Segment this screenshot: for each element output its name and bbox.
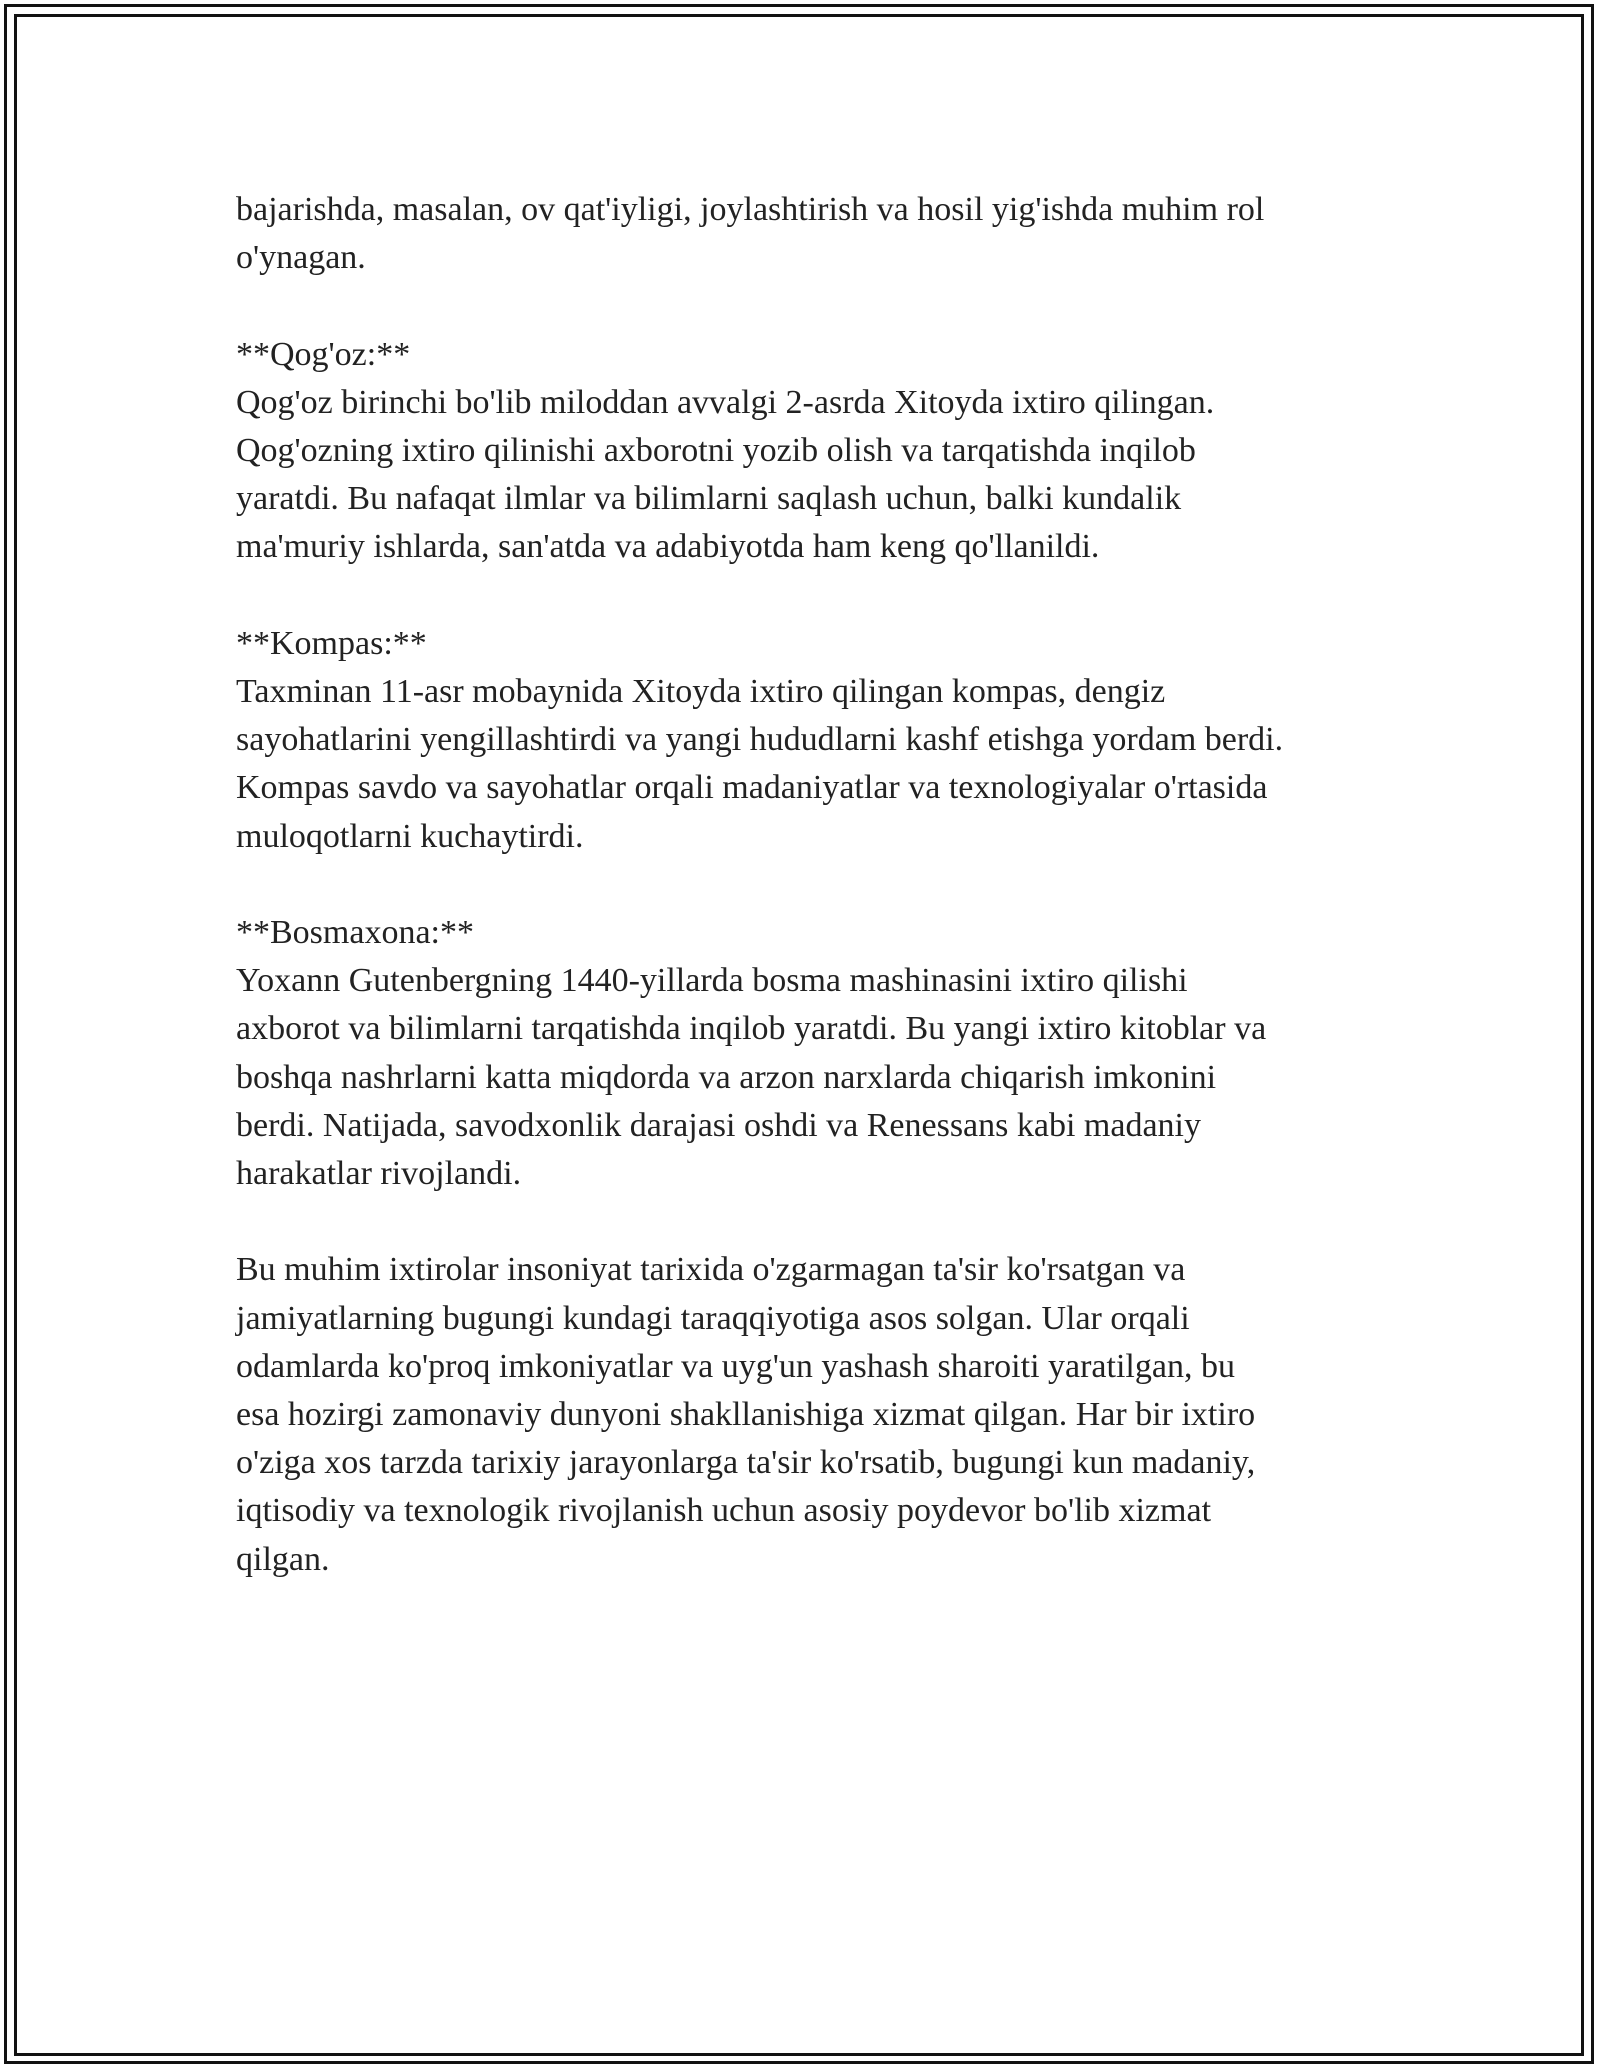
- text-line: berdi. Natijada, savodxonlik darajasi oshdi va Renessans kabi madaniy: [236, 1106, 1201, 1144]
- text-line: harakatlar rivojlandi.: [236, 1155, 522, 1193]
- paragraph-intro: [236, 186, 1376, 282]
- text-line: axborot va bilimlarni tarqatishda inqilob yaratdi. Bu yangi ixtiro kitoblar va: [236, 1010, 1267, 1048]
- text-line: bajarishda, masalan, ov qat'iyligi, joylashtirish va hosil yig'ishda muhim rol: [236, 191, 1265, 228]
- text-line: yaratdi. Bu nafaqat ilmlar va bilimlarni saqlash uchun, balki kundalik: [236, 480, 1182, 518]
- section-printing-press: [236, 909, 1376, 1198]
- paragraph-conclusion: [236, 1246, 1376, 1583]
- section-paper: [236, 331, 1376, 572]
- text-line: jamiyatlarning bugungi kundagi taraqqiyotiga asos solgan. Ular orqali: [236, 1299, 1190, 1337]
- text-line: sayohatlarini yengillashtirdi va yangi hududlarni kashf etishga yordam berdi.: [236, 721, 1284, 759]
- text-line: muloqotlarni kuchaytirdi.: [236, 817, 584, 855]
- paragraph-spacer: [236, 282, 1376, 330]
- text-line: ma'muriy ishlarda, san'atda va adabiyotda ham keng qo'llanildi.: [236, 528, 1100, 566]
- document-body: [236, 186, 1376, 1584]
- text-line: esa hozirgi zamonaviy dunyoni shakllanishiga xizmat qilgan. Har bir ixtiro: [236, 1396, 1256, 1434]
- text-line: Qog'ozning ixtiro qilinishi axborotni yozib olish va tarqatishda inqilob: [236, 432, 1196, 469]
- text-line: Bu muhim ixtirolar insoniyat tarixida o'zgarmagan ta'sir ko'rsatgan va: [236, 1251, 1186, 1289]
- text-line: Yoxann Gutenbergning 1440-yillarda bosma mashinasini ixtiro qilishi: [236, 962, 1188, 1000]
- paragraph-spacer: [236, 861, 1376, 909]
- text-line: Taxminan 11-asr mobaynida Xitoyda ixtiro qilingan kompas, dengiz: [236, 673, 1166, 710]
- text-line: o'ynagan.: [236, 239, 366, 277]
- text-line: o'ziga xos tarzda tarixiy jarayonlarga ta'sir ko'rsatib, bugungi kun madaniy,: [236, 1444, 1256, 1482]
- text-line: odamlarda ko'proq imkoniyatlar va uyg'un yashash sharoiti yaratilgan, bu: [236, 1347, 1235, 1385]
- section-heading: **Bosmaxona:**: [236, 914, 474, 951]
- text-line: Kompas savdo va sayohatlar orqali madaniyatlar va texnologiyalar o'rtasida: [236, 769, 1268, 807]
- section-heading: **Kompas:**: [236, 624, 427, 662]
- text-line: Qog'oz birinchi bo'lib miloddan avvalgi 2-asrda Xitoyda ixtiro qilingan.: [236, 383, 1215, 421]
- text-line: qilgan.: [236, 1540, 330, 1578]
- section-compass: [236, 620, 1376, 861]
- text-line: iqtisodiy va texnologik rivojlanish uchun asosiy poydevor bo'lib xizmat: [236, 1492, 1212, 1530]
- text-line: boshqa nashrlarni katta miqdorda va arzon narxlarda chiqarish imkonini: [236, 1058, 1217, 1096]
- paragraph-spacer: [236, 572, 1376, 620]
- section-heading: **Qog'oz:**: [236, 335, 411, 373]
- paragraph-spacer: [236, 1198, 1376, 1246]
